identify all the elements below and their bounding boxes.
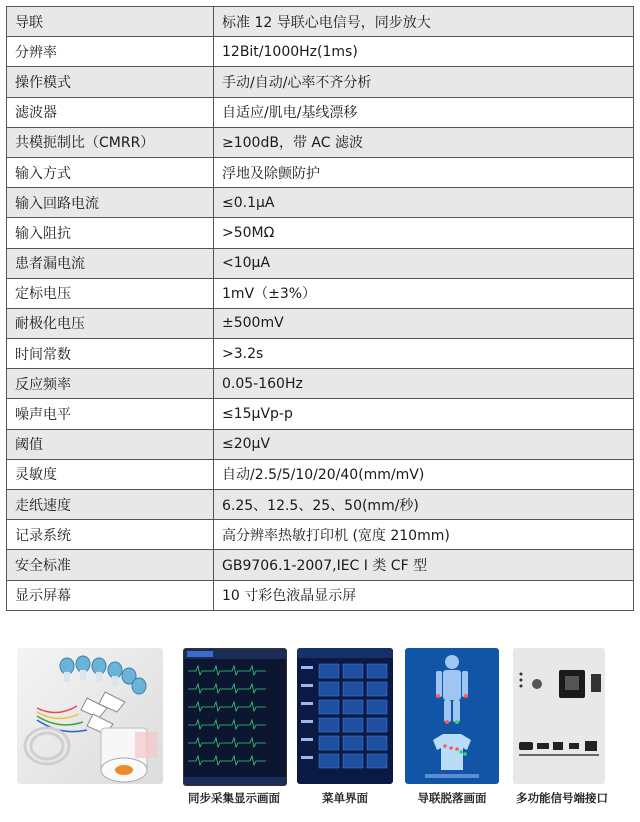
spec-value: 自适应/肌电/基线漂移 [214,97,634,127]
gallery-caption: 菜单界面 [322,791,368,805]
spec-label: 阈值 [7,429,214,459]
lead-off-screen-thumbnail [405,648,499,784]
spec-row [7,278,634,308]
spec-value: ≤0.1μA [214,188,634,218]
spec-value: 1mV（±3%） [214,278,634,308]
gallery-caption: 同步采集显示画面 [188,791,280,805]
spec-row [7,308,634,338]
spec-value: 6.25、12.5、25、50(mm/秒) [214,490,634,520]
spec-value: ±500mV [214,308,634,338]
signal-port-panel-thumbnail [513,648,605,784]
spec-row [7,520,634,550]
acquisition-screen-thumbnail [183,648,287,786]
spec-value: 0.05-160Hz [214,369,634,399]
spec-row [7,248,634,278]
spec-label: 灵敏度 [7,459,214,489]
spec-value: ≤15μVp-p [214,399,634,429]
spec-row [7,97,634,127]
spec-label: 走纸速度 [7,490,214,520]
spec-value: >3.2s [214,339,634,369]
spec-label: 操作模式 [7,67,214,97]
spec-label: 输入方式 [7,157,214,187]
spec-value: <10μA [214,248,634,278]
spec-value: 标准 12 导联心电信号，同步放大 [214,7,634,37]
gallery-caption: 多功能信号端接口 [516,791,608,805]
spec-row [7,429,634,459]
spec-label: 输入阻抗 [7,218,214,248]
spec-label: 时间常数 [7,339,214,369]
spec-row [7,157,634,187]
spec-row [7,339,634,369]
spec-label: 滤波器 [7,97,214,127]
spec-value: GB9706.1-2007,IEC I 类 CF 型 [214,550,634,580]
spec-label: 输入回路电流 [7,188,214,218]
spec-row [7,218,634,248]
spec-row [7,67,634,97]
spec-label: 显示屏幕 [7,580,214,610]
spec-label: 噪声电平 [7,399,214,429]
spec-label: 导联 [7,7,214,37]
spec-row [7,188,634,218]
product-gallery [0,648,640,822]
spec-label: 定标电压 [7,278,214,308]
spec-value: ≤20μV [214,429,634,459]
spec-label: 记录系统 [7,520,214,550]
spec-row [7,37,634,67]
spec-value: 10 寸彩色液晶显示屏 [214,580,634,610]
spec-value: 自动/2.5/5/10/20/40(mm/mV) [214,459,634,489]
spec-label: 反应频率 [7,369,214,399]
spec-label: 分辨率 [7,37,214,67]
spec-table [6,6,634,611]
spec-row [7,580,634,610]
spec-row [7,369,634,399]
spec-row [7,550,634,580]
menu-screen-thumbnail [297,648,393,784]
spec-row [7,459,634,489]
spec-row [7,127,634,157]
gallery-caption: 导联脱落画面 [417,791,487,805]
spec-label: 耐极化电压 [7,308,214,338]
spec-value: ≥100dB，带 AC 滤波 [214,127,634,157]
spec-value: 浮地及除颤防护 [214,157,634,187]
spec-row [7,399,634,429]
spec-value: 高分辨率热敏打印机 (宽度 210mm) [214,520,634,550]
spec-value: 手动/自动/心率不齐分析 [214,67,634,97]
accessories-photo [17,648,163,784]
spec-label: 共模扼制比（CMRR） [7,127,214,157]
spec-value: >50MΩ [214,218,634,248]
spec-row [7,490,634,520]
spec-row [7,7,634,37]
spec-label: 安全标准 [7,550,214,580]
spec-label: 患者漏电流 [7,248,214,278]
spec-value: 12Bit/1000Hz(1ms) [214,37,634,67]
